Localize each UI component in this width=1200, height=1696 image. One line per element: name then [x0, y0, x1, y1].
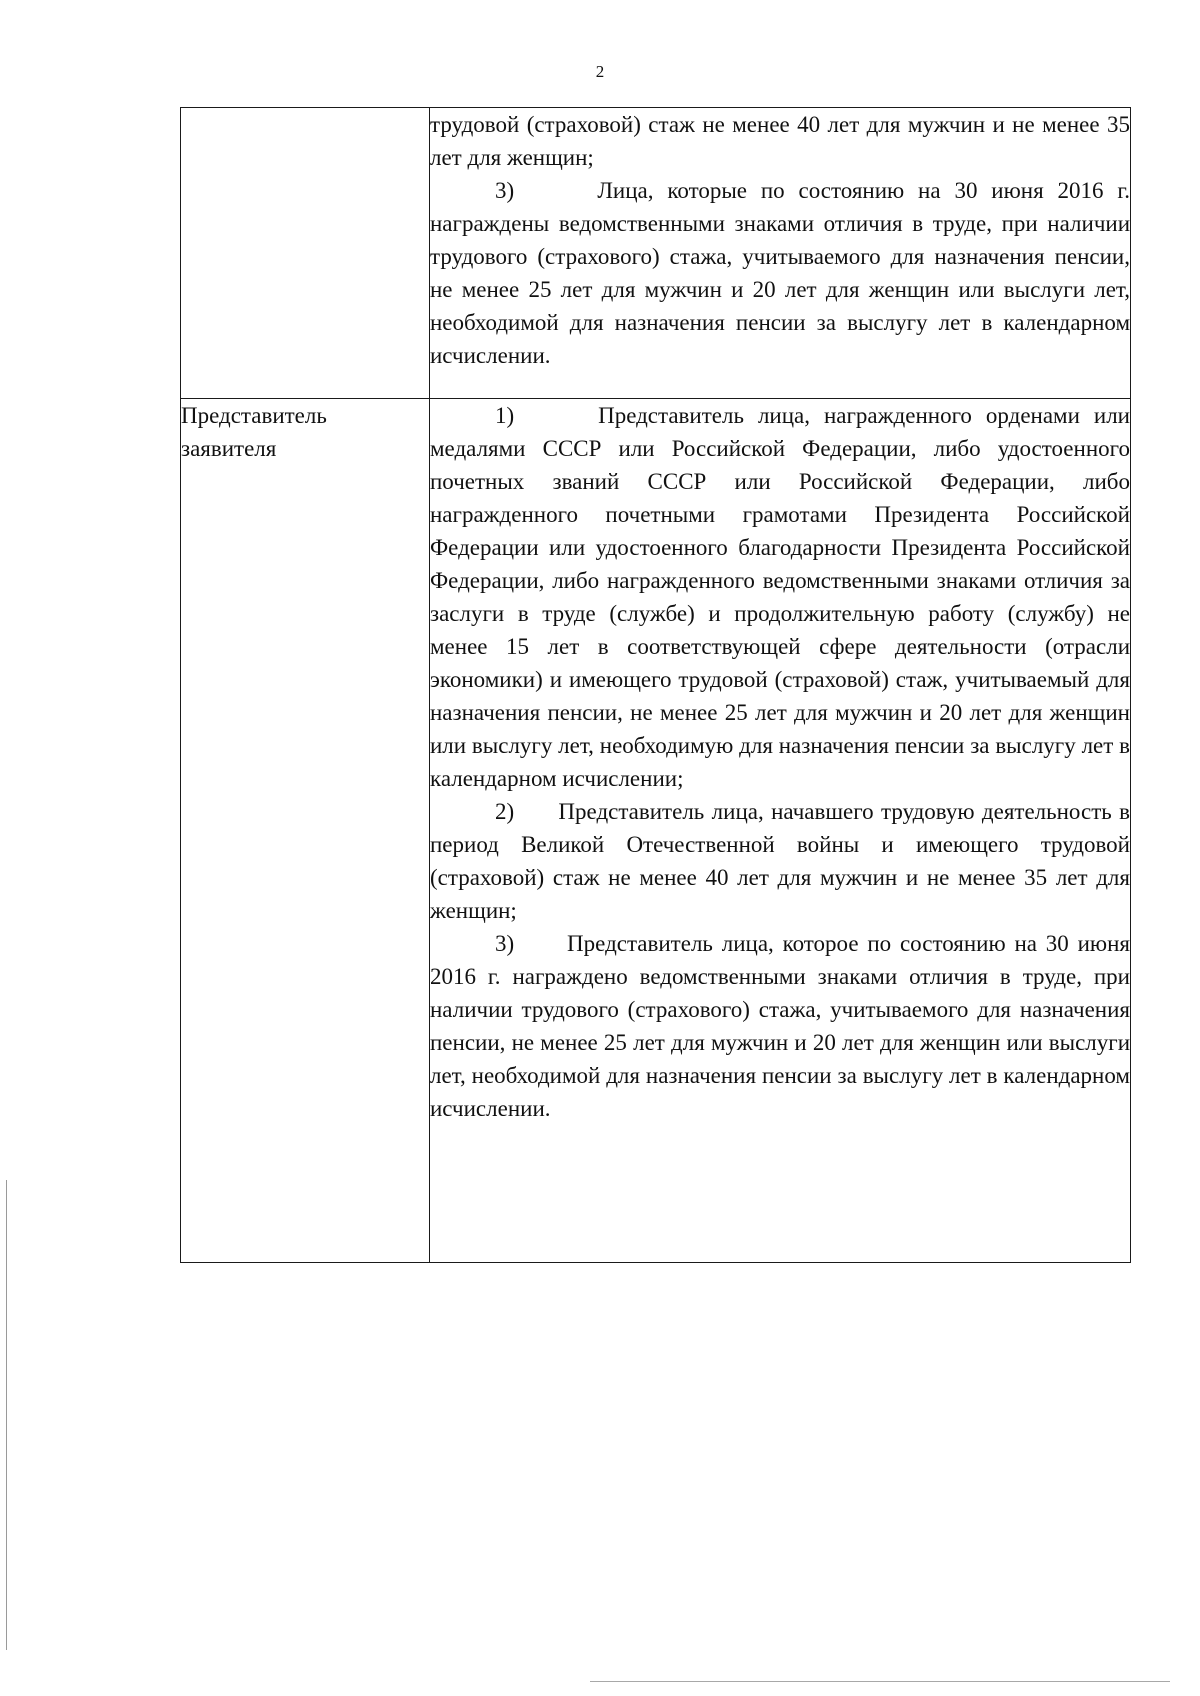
scan-edge-mark	[6, 1180, 7, 1650]
paragraph: трудовой (страховой) стаж не менее 40 лет для мужчин и не менее 35 лет для женщин;	[430, 112, 1130, 170]
paragraph: 3) Представитель лица, которое по состоянию на 30 июня 2016 г. награждено ведомственными знаками отличия в труде, при наличии трудового (страхового) стажа, учитываемого для назначения пенсии, не менее 25 лет для мужчин и 20 лет для женщин или выслуги лет, необходимой для назначения пенсии за выслугу лет в календарном исчислении.	[430, 931, 1130, 1121]
scan-bottom-line	[590, 1681, 1170, 1682]
page-number: 2	[595, 62, 605, 81]
row-content-cell	[430, 399, 1131, 1263]
paragraph: 3) Лица, которые по состоянию на 30 июня 2016 г. награждены ведомственными знаками отличия в труде, при наличии трудового (страхового) стажа, учитываемого для назначения пенсии, не менее 25 лет для мужчин и 20 лет для женщин или выслуги лет, необходимой для назначения пенсии за выслугу лет в календарном исчислении.	[430, 178, 1130, 368]
row-content-cell	[430, 108, 1131, 399]
table-row	[181, 108, 1131, 399]
row-label-cell	[181, 108, 430, 399]
table-row	[181, 399, 1131, 1263]
paragraph: 1) Представитель лица, награжденного орденами или медалями СССР или Российской Федерации, либо удостоенного почетных званий СССР или Российской Федерации, либо награжденного почетными грамотами Президента Российской Федерации или удостоенного благодарности Президента Российской Федерации, либо награжденного ведомственными знаками отличия за заслуги в труде (службе) и продолжительную работу (службу) не менее 15 лет в соответствующей сфере деятельности (отрасли экономики) и имеющего трудовой (страховой) стаж, учитываемый для назначения пенсии, не менее 25 лет для мужчин и 20 лет для женщин или выслугу лет, необходимую для назначения пенсии за выслугу лет в календарном исчислении;	[430, 403, 1130, 791]
row-label-cell	[181, 399, 430, 1263]
applicant-table	[180, 107, 1131, 1263]
row-label-line: Представитель	[181, 403, 327, 428]
row-label-line: заявителя	[181, 436, 277, 461]
paragraph: 2) Представитель лица, начавшего трудовую деятельность в период Великой Отечественной войны и имеющего трудовой (страховой) стаж не менее 40 лет для мужчин и не менее 35 лет для женщин;	[430, 799, 1130, 923]
